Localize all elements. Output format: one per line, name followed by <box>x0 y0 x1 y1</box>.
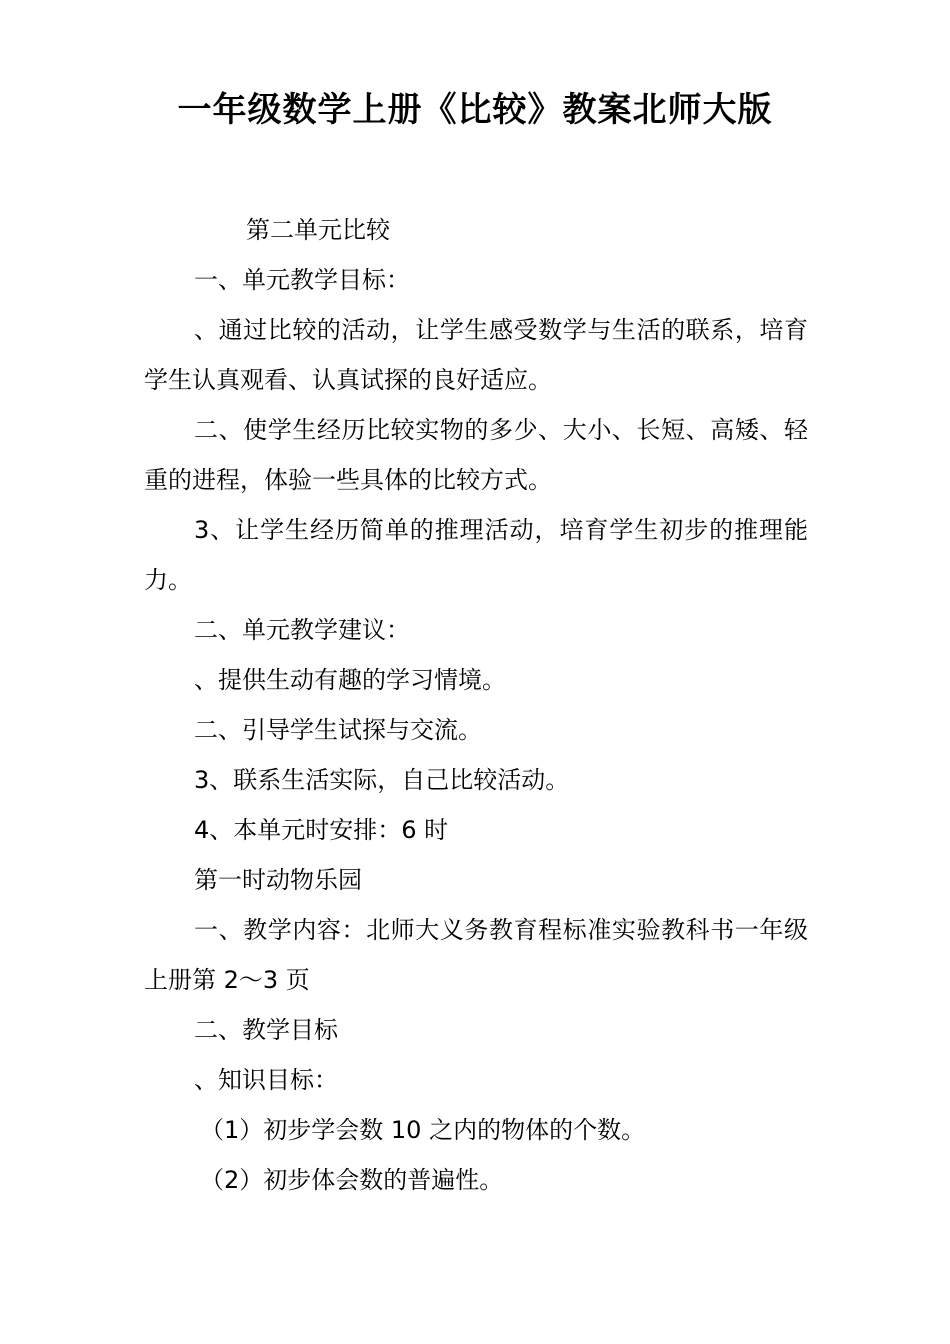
paragraph: 一、单元教学目标： <box>194 266 410 294</box>
paragraph: 3、让学生经历简单的推理活动，培育学生初步的推理能力。 <box>144 516 808 594</box>
paragraph: 、提供生动有趣的学习情境。 <box>194 666 506 694</box>
paragraph: 、知识目标： <box>194 1066 338 1094</box>
paragraph: （2）初步体会数的普遍性。 <box>200 1166 504 1194</box>
paragraph: 3、联系生活实际，自己比较活动。 <box>194 766 570 794</box>
paragraph: 二、使学生经历比较实物的多少、大小、长短、高矮、轻重的进程，体验一些具体的比较方式。 <box>144 416 808 494</box>
paragraph: 二、引导学生试探与交流。 <box>194 716 482 744</box>
paragraph: 第一时动物乐园 <box>194 866 362 894</box>
paragraph: 一、教学内容：北师大义务教育程标准实验教科书一年级上册第 2～3 页 <box>144 916 808 994</box>
document-title: 一年级数学上册《比较》教案北师大版 <box>177 90 773 130</box>
paragraph-unit-heading: 第二单元比较 <box>246 216 390 244</box>
paragraph: 二、单元教学建议： <box>194 616 410 644</box>
document-body <box>144 205 808 1205</box>
paragraph: 4、本单元时安排：6 时 <box>194 816 449 844</box>
paragraph: （1）初步学会数 10 之内的物体的个数。 <box>200 1116 646 1144</box>
paragraph: 二、教学目标 <box>194 1016 338 1044</box>
paragraph: 、通过比较的活动，让学生感受数学与生活的联系，培育学生认真观看、认真试探的良好适应。 <box>144 316 808 394</box>
